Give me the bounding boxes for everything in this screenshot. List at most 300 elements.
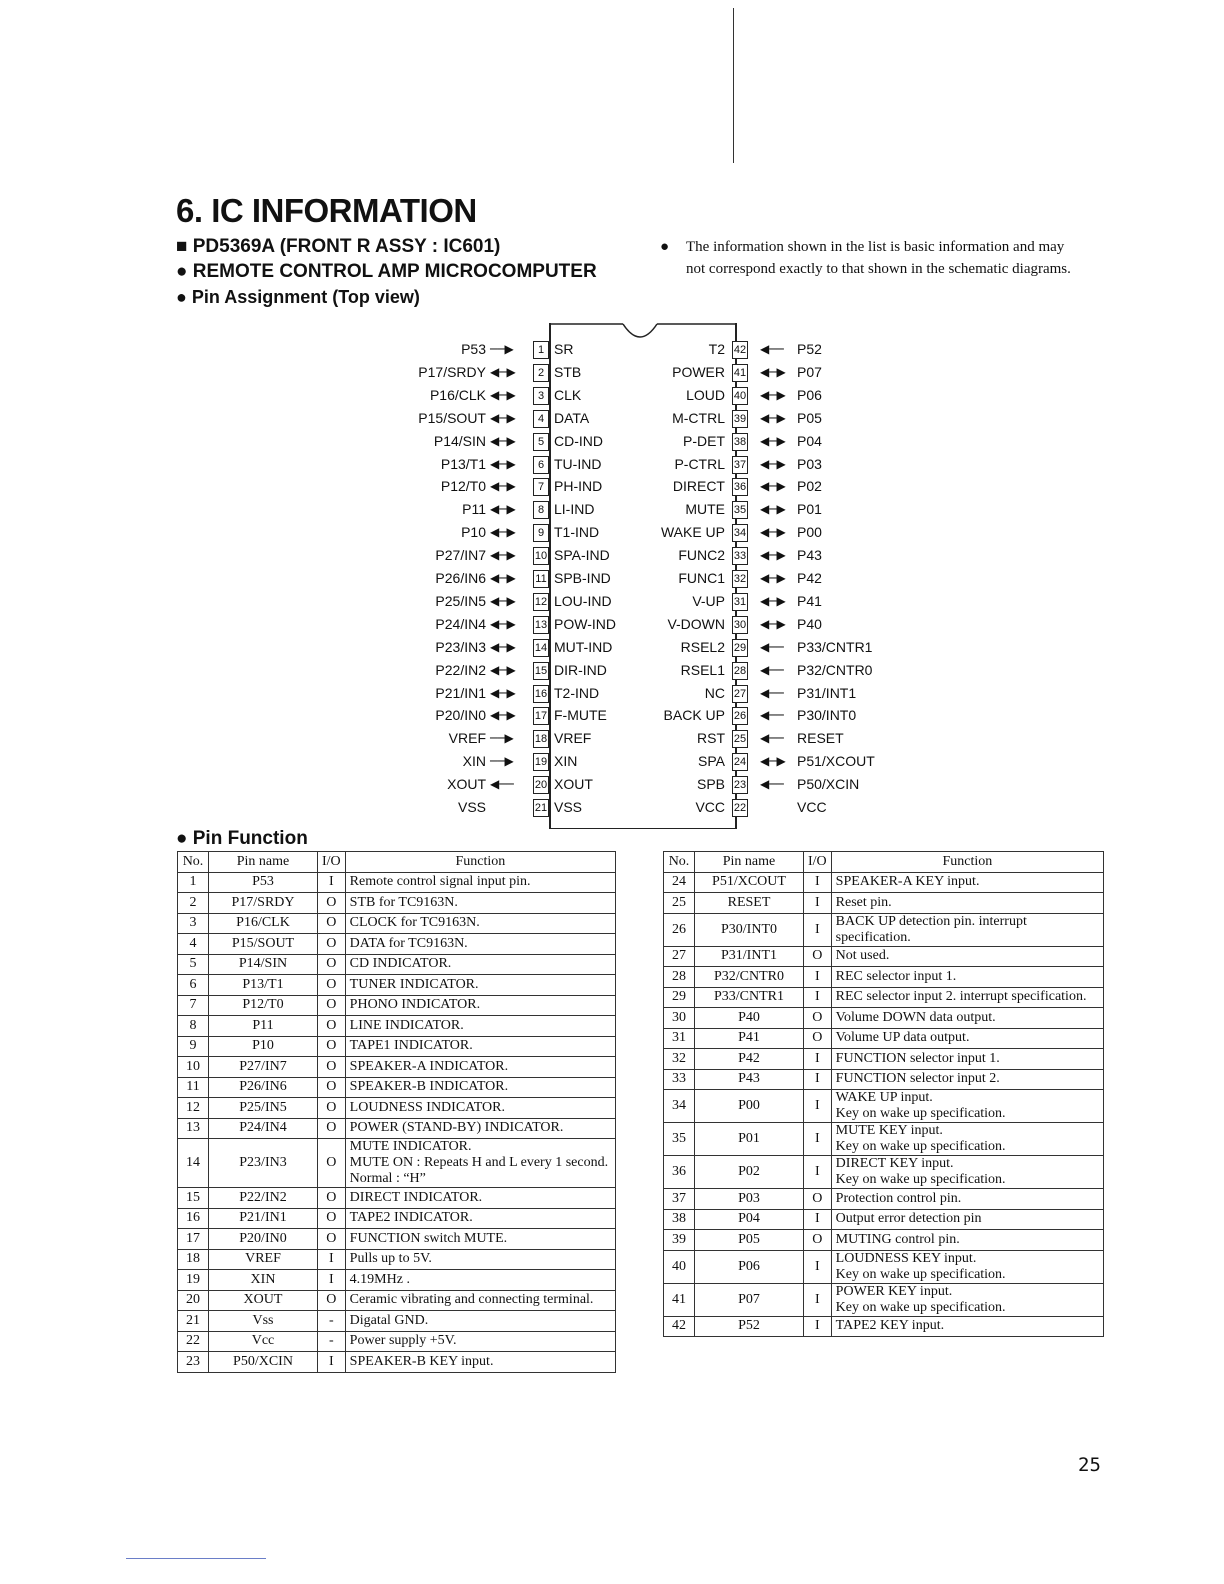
pin-internal-name: CD-IND <box>554 432 603 449</box>
cell-no: 27 <box>664 946 695 967</box>
col-io: I/O <box>318 852 346 873</box>
pin-number: 29 <box>732 639 748 657</box>
cell-function: POWER (STAND-BY) INDICATOR. <box>345 1118 615 1139</box>
cell-function: Ceramic vibrating and connecting terminal. <box>345 1290 615 1311</box>
cell-function: Digatal GND. <box>345 1311 615 1332</box>
cell-pin-name: VREF <box>209 1249 318 1270</box>
cell-pin-name: RESET <box>695 893 804 914</box>
cell-function: CLOCK for TC9163N. <box>345 913 615 934</box>
pin-direction-arrow-icon: ◀─▶ <box>760 456 786 471</box>
pin-direction-arrow-icon: ◀── <box>760 777 784 792</box>
cell-no: 14 <box>178 1139 209 1188</box>
table-row <box>178 1118 616 1139</box>
cell-no: 1 <box>178 872 209 893</box>
pin-number: 14 <box>533 639 549 657</box>
table-row <box>178 872 616 893</box>
pin-internal-name: LOUD <box>686 386 725 403</box>
pin-ext-label: P00 <box>797 524 822 541</box>
pin-number: 21 <box>533 799 549 817</box>
pin-number: 2 <box>533 364 549 382</box>
table-row <box>664 1209 1104 1230</box>
pin-internal-name: VREF <box>554 730 592 747</box>
cell-pin-name: P31/INT1 <box>695 946 804 967</box>
cell-pin-name: P02 <box>695 1156 804 1189</box>
col-no: No. <box>178 852 209 873</box>
cell-no: 13 <box>178 1118 209 1139</box>
cell-pin-name: P15/SOUT <box>209 934 318 955</box>
pin-number: 24 <box>732 753 748 771</box>
cell-io: O <box>318 1098 346 1119</box>
cell-pin-name: P05 <box>695 1230 804 1251</box>
pin-direction-arrow-icon: ◀─▶ <box>490 685 516 700</box>
cell-pin-name: P03 <box>695 1189 804 1210</box>
cell-no: 39 <box>664 1230 695 1251</box>
pin-ext-label: P31/INT1 <box>797 684 857 701</box>
pin-number: 22 <box>732 799 748 817</box>
pin-number: 23 <box>732 776 748 794</box>
cell-pin-name: P26/IN6 <box>209 1077 318 1098</box>
pin-number: 36 <box>732 478 748 496</box>
pin-internal-name: STB <box>554 363 582 380</box>
cell-function: TAPE2 KEY input. <box>831 1316 1103 1337</box>
cell-function: PHONO INDICATOR. <box>345 995 615 1016</box>
cell-io: O <box>318 1208 346 1229</box>
cell-io: I <box>318 1352 346 1373</box>
cell-function: Power supply +5V. <box>345 1331 615 1352</box>
cell-io: I <box>804 1069 832 1090</box>
cell-io: O <box>804 1189 832 1210</box>
cell-pin-name: P23/IN3 <box>209 1139 318 1188</box>
cell-function: Volume UP data output. <box>831 1028 1103 1049</box>
cell-pin-name: XOUT <box>209 1290 318 1311</box>
pin-number: 15 <box>533 662 549 680</box>
footer-rule <box>126 1558 266 1559</box>
pin-ext-label: P23/IN3 <box>435 638 486 655</box>
pin-number: 31 <box>732 593 748 611</box>
cell-io: O <box>318 954 346 975</box>
pin-internal-name: FUNC2 <box>678 547 725 564</box>
cell-no: 23 <box>178 1352 209 1373</box>
pin-number: 40 <box>732 387 748 405</box>
table-row <box>664 946 1104 967</box>
pin-number: 5 <box>533 433 549 451</box>
pin-ext-label: P06 <box>797 386 822 403</box>
cell-function: Volume DOWN data output. <box>831 1008 1103 1029</box>
pin-internal-name: WAKE UP <box>660 524 725 541</box>
cell-no: 26 <box>664 913 695 946</box>
pin-internal-name: SPA-IND <box>554 547 610 564</box>
table-row <box>178 995 616 1016</box>
table-row <box>664 1230 1104 1251</box>
pin-direction-arrow-icon: ◀─▶ <box>760 571 786 585</box>
pin-number: 13 <box>533 616 549 634</box>
pin-direction-arrow-icon: ◀── <box>760 731 784 746</box>
pin-direction-arrow-icon: ◀─▶ <box>490 639 516 654</box>
cell-io: I <box>804 893 832 914</box>
pin-direction-arrow-icon: ◀─▶ <box>760 616 786 631</box>
cell-io: O <box>318 1139 346 1188</box>
cell-function: DIRECT KEY input. Key on wake up specification. <box>831 1156 1103 1189</box>
cell-function: FUNCTION selector input 1. <box>831 1049 1103 1070</box>
table-row <box>664 1189 1104 1210</box>
pin-internal-name: TU-IND <box>554 455 602 472</box>
cell-no: 18 <box>178 1249 209 1270</box>
pin-direction-arrow-icon: ◀─▶ <box>490 548 516 563</box>
cell-function: MUTING control pin. <box>831 1230 1103 1251</box>
cell-function: FUNCTION selector input 2. <box>831 1069 1103 1090</box>
cell-io: I <box>804 987 832 1008</box>
cell-io: I <box>804 1316 832 1337</box>
pin-internal-name: MUTE <box>685 501 725 518</box>
pin-ext-label: P11 <box>462 501 486 518</box>
pin-internal-name: DIRECT <box>672 478 725 495</box>
cell-function: 4.19MHz . <box>345 1270 615 1291</box>
pin-ext-label: P24/IN4 <box>435 615 486 632</box>
pin-ext-label: P53 <box>461 341 486 357</box>
pin-direction-arrow-icon: ◀── <box>760 639 784 654</box>
cell-function: POWER KEY input. Key on wake up specification. <box>831 1283 1103 1316</box>
pin-number: 7 <box>533 478 549 496</box>
top-margin-line <box>733 8 734 163</box>
ic-description: ● REMOTE CONTROL AMP MICROCOMPUTER <box>176 261 597 282</box>
cell-pin-name: P33/CNTR1 <box>695 987 804 1008</box>
cell-pin-name: Vss <box>209 1311 318 1332</box>
cell-io: - <box>318 1311 346 1332</box>
pin-ext-label: XIN <box>462 753 486 770</box>
pin-direction-arrow-icon: ◀─▶ <box>760 548 786 563</box>
col-io: I/O <box>804 852 832 873</box>
pin-ext-label: P51/XCOUT <box>797 753 875 770</box>
cell-function: LINE INDICATOR. <box>345 1016 615 1037</box>
pin-ext-label: P02 <box>797 478 822 495</box>
cell-pin-name: P04 <box>695 1209 804 1230</box>
pin-ext-label: P10 <box>461 524 486 541</box>
pin-number: 35 <box>732 501 748 519</box>
table-row <box>664 1069 1104 1090</box>
cell-io: O <box>318 995 346 1016</box>
pin-direction-arrow-icon: ◀─▶ <box>760 479 786 494</box>
cell-no: 7 <box>178 995 209 1016</box>
cell-io: O <box>318 1077 346 1098</box>
pin-ext-label: P27/IN7 <box>435 547 486 564</box>
cell-no: 21 <box>178 1311 209 1332</box>
cell-io: O <box>318 1057 346 1078</box>
cell-io: I <box>318 872 346 893</box>
pin-ext-label: P22/IN2 <box>435 661 486 678</box>
pin-ext-label: P12/T0 <box>440 478 486 495</box>
col-function: Function <box>345 852 615 873</box>
cell-function: Output error detection pin <box>831 1209 1103 1230</box>
pin-internal-name: CLK <box>554 386 582 403</box>
cell-pin-name: P01 <box>695 1123 804 1156</box>
pin-number: 27 <box>732 685 748 703</box>
pin-ext-label: P15/SOUT <box>418 409 486 426</box>
table-row <box>664 1156 1104 1189</box>
pin-direction-arrow-icon: ◀── <box>490 777 514 792</box>
cell-pin-name: P12/T0 <box>209 995 318 1016</box>
section-title: 6. IC INFORMATION <box>176 192 477 229</box>
pin-internal-name: LI-IND <box>554 501 595 518</box>
cell-io: O <box>318 1290 346 1311</box>
pin-internal-name: P-DET <box>683 432 725 449</box>
cell-io: O <box>318 913 346 934</box>
cell-pin-name: P00 <box>695 1090 804 1123</box>
cell-pin-name: P53 <box>209 872 318 893</box>
pin-internal-name: V-UP <box>692 592 725 609</box>
cell-function: DIRECT INDICATOR. <box>345 1188 615 1209</box>
table-row <box>664 1049 1104 1070</box>
pin-internal-name: F-MUTE <box>554 707 607 724</box>
cell-no: 10 <box>178 1057 209 1078</box>
pin-ext-label: P30/INT0 <box>797 707 857 724</box>
cell-no: 40 <box>664 1250 695 1283</box>
pin-ext-label: P42 <box>797 570 822 586</box>
pin-direction-arrow-icon: ◀─▶ <box>760 502 786 517</box>
pin-internal-name: T2-IND <box>554 684 600 701</box>
cell-io: I <box>804 913 832 946</box>
cell-no: 20 <box>178 1290 209 1311</box>
pin-number: 38 <box>732 433 748 451</box>
pin-ext-label: VREF <box>448 730 486 747</box>
cell-io: I <box>804 1209 832 1230</box>
pin-internal-name: V-DOWN <box>667 615 725 632</box>
cell-function: CD INDICATOR. <box>345 954 615 975</box>
cell-pin-name: P41 <box>695 1028 804 1049</box>
cell-function: WAKE UP input. Key on wake up specification. <box>831 1090 1103 1123</box>
table-row <box>178 1077 616 1098</box>
cell-pin-name: P25/IN5 <box>209 1098 318 1119</box>
pin-direction-arrow-icon: ──▶ <box>490 731 514 746</box>
cell-no: 17 <box>178 1229 209 1250</box>
pin-ext-label: P20/IN0 <box>435 707 486 724</box>
cell-function: Reset pin. <box>831 893 1103 914</box>
pin-internal-name: XOUT <box>554 776 593 793</box>
pin-number: 11 <box>533 570 549 588</box>
pin-number: 9 <box>533 524 549 542</box>
cell-no: 9 <box>178 1036 209 1057</box>
pin-internal-name: NC <box>704 684 725 701</box>
cell-function: DATA for TC9163N. <box>345 934 615 955</box>
pin-number: 37 <box>732 456 748 474</box>
table-row <box>178 1139 616 1188</box>
pin-direction-arrow-icon: ──▶ <box>490 754 514 769</box>
cell-pin-name: Vcc <box>209 1331 318 1352</box>
table-row <box>664 872 1104 893</box>
pin-number: 12 <box>533 593 549 611</box>
pin-number: 42 <box>732 341 748 359</box>
cell-io: O <box>804 946 832 967</box>
table-row <box>178 1098 616 1119</box>
cell-function: Protection control pin. <box>831 1189 1103 1210</box>
table-row <box>664 1316 1104 1337</box>
table-row <box>178 1352 616 1373</box>
cell-pin-name: P27/IN7 <box>209 1057 318 1078</box>
pin-number: 17 <box>533 707 549 725</box>
pin-ext-label: P01 <box>797 501 822 518</box>
cell-io: O <box>318 1036 346 1057</box>
pin-number: 19 <box>533 753 549 771</box>
cell-no: 19 <box>178 1270 209 1291</box>
cell-function: BACK UP detection pin. interrupt specification. <box>831 913 1103 946</box>
table-row <box>664 1008 1104 1029</box>
pin-ext-label: RESET <box>797 730 844 747</box>
cell-io: I <box>804 1049 832 1070</box>
col-pin-name: Pin name <box>209 852 318 873</box>
pin-ext-label: XOUT <box>447 776 486 793</box>
pin-number: 18 <box>533 730 549 748</box>
cell-no: 25 <box>664 893 695 914</box>
pin-number: 26 <box>732 707 748 725</box>
cell-function: STB for TC9163N. <box>345 893 615 914</box>
cell-no: 16 <box>178 1208 209 1229</box>
cell-function: MUTE INDICATOR. MUTE ON : Repeats H and L every 1 second. Normal : “H” <box>345 1139 615 1188</box>
table-row <box>664 1283 1104 1316</box>
pin-internal-name: RSEL1 <box>680 661 725 678</box>
pin-internal-name: VCC <box>695 799 725 815</box>
cell-function: MUTE KEY input. Key on wake up specification. <box>831 1123 1103 1156</box>
pin-internal-name: SPB <box>696 776 725 793</box>
pin-internal-name: SPA <box>698 753 725 770</box>
ic-subtitle: ■ PD5369A (FRONT R ASSY : IC601) <box>176 236 501 257</box>
pin-ext-label: P50/XCIN <box>797 776 860 793</box>
cell-pin-name: P17/SRDY <box>209 893 318 914</box>
pin-ext-label: P13/T1 <box>440 455 486 472</box>
pin-ext-label: P04 <box>797 432 822 449</box>
table-row <box>178 913 616 934</box>
cell-no: 4 <box>178 934 209 955</box>
cell-no: 15 <box>178 1188 209 1209</box>
cell-pin-name: P22/IN2 <box>209 1188 318 1209</box>
pin-direction-arrow-icon: ──▶ <box>490 342 514 356</box>
pin-function-heading: ● Pin Function <box>176 828 308 849</box>
pin-ext-label: P41 <box>797 592 822 609</box>
pin-internal-name: RSEL2 <box>680 638 725 655</box>
table-row <box>664 913 1104 946</box>
cell-io: I <box>804 872 832 893</box>
note-bullet: ● <box>660 239 670 255</box>
cell-io: I <box>318 1270 346 1291</box>
pin-direction-arrow-icon: ◀─▶ <box>490 410 516 425</box>
pin-internal-name: P-CTRL <box>674 455 725 472</box>
cell-no: 3 <box>178 913 209 934</box>
table-row <box>178 1036 616 1057</box>
pin-function-table-left <box>177 851 616 1373</box>
pin-internal-name: DATA <box>554 409 590 426</box>
cell-pin-name: P13/T1 <box>209 975 318 996</box>
table-row <box>664 1028 1104 1049</box>
pin-direction-arrow-icon: ◀─▶ <box>760 410 786 425</box>
cell-no: 34 <box>664 1090 695 1123</box>
pin-ext-label: P17/SRDY <box>418 363 486 380</box>
pin-internal-name: POWER <box>672 363 725 380</box>
pin-number: 4 <box>533 410 549 428</box>
cell-function: FUNCTION switch MUTE. <box>345 1229 615 1250</box>
pin-number: 16 <box>533 685 549 703</box>
pin-ext-label: P16/CLK <box>429 386 486 403</box>
cell-io: O <box>318 893 346 914</box>
pin-internal-name: MUT-IND <box>554 638 613 655</box>
cell-function: Pulls up to 5V. <box>345 1249 615 1270</box>
cell-function: LOUDNESS INDICATOR. <box>345 1098 615 1119</box>
pin-assignment-heading: ● Pin Assignment (Top view) <box>176 287 420 307</box>
pin-internal-name: RST <box>697 730 725 747</box>
table-row <box>178 975 616 996</box>
cell-pin-name: P30/INT0 <box>695 913 804 946</box>
pin-ext-label: P40 <box>797 615 822 632</box>
col-function: Function <box>831 852 1103 873</box>
cell-pin-name: P20/IN0 <box>209 1229 318 1250</box>
pin-internal-name: T2 <box>708 341 725 357</box>
cell-no: 38 <box>664 1209 695 1230</box>
cell-pin-name: P40 <box>695 1008 804 1029</box>
cell-io: I <box>804 1156 832 1189</box>
pin-direction-arrow-icon: ◀─▶ <box>490 616 516 631</box>
pin-number: 39 <box>732 410 748 428</box>
pin-direction-arrow-icon: ◀─▶ <box>490 571 516 585</box>
table-row <box>664 893 1104 914</box>
pin-internal-name: BACK UP <box>663 707 725 724</box>
pin-direction-arrow-icon: ◀─▶ <box>490 387 516 402</box>
table-row <box>178 1331 616 1352</box>
pin-internal-name: M-CTRL <box>672 409 725 426</box>
pin-ext-label: VCC <box>797 799 827 815</box>
pin-number: 32 <box>732 570 748 588</box>
cell-pin-name: P10 <box>209 1036 318 1057</box>
pin-direction-arrow-icon: ◀─▶ <box>760 525 786 540</box>
cell-function: REC selector input 1. <box>831 967 1103 988</box>
pin-ext-label: P05 <box>797 409 822 426</box>
cell-no: 24 <box>664 872 695 893</box>
cell-io: O <box>804 1008 832 1029</box>
pin-number: 41 <box>732 364 748 382</box>
pin-direction-arrow-icon: ◀─▶ <box>490 456 516 471</box>
pin-direction-arrow-icon: ◀─▶ <box>490 433 516 448</box>
cell-io: - <box>318 1331 346 1352</box>
pin-number: 30 <box>732 616 748 634</box>
cell-io: O <box>804 1230 832 1251</box>
pin-internal-name: VSS <box>554 799 583 815</box>
table-row <box>178 1188 616 1209</box>
cell-function: SPEAKER-A KEY input. <box>831 872 1103 893</box>
cell-io: I <box>804 1090 832 1123</box>
cell-function: LOUDNESS KEY input. Key on wake up specification. <box>831 1250 1103 1283</box>
cell-no: 37 <box>664 1189 695 1210</box>
cell-io: O <box>318 975 346 996</box>
pin-direction-arrow-icon: ◀─▶ <box>760 433 786 448</box>
cell-io: O <box>318 1118 346 1139</box>
chip-notch <box>549 316 735 342</box>
table-row <box>178 1208 616 1229</box>
pin-internal-name: T1-IND <box>554 524 600 541</box>
cell-pin-name: P50/XCIN <box>209 1352 318 1373</box>
pin-number: 25 <box>732 730 748 748</box>
pin-ext-label: P32/CNTR0 <box>797 661 873 678</box>
cell-pin-name: P43 <box>695 1069 804 1090</box>
pin-direction-arrow-icon: ◀─▶ <box>490 708 516 723</box>
pin-internal-name: DIR-IND <box>554 661 607 678</box>
table-row <box>664 1123 1104 1156</box>
cell-io: I <box>804 1123 832 1156</box>
pin-number: 1 <box>533 341 549 359</box>
pin-ext-label: P07 <box>797 363 822 380</box>
table-row <box>178 893 616 914</box>
cell-no: 2 <box>178 893 209 914</box>
pin-number: 28 <box>732 662 748 680</box>
cell-function: Not used. <box>831 946 1103 967</box>
table-row <box>178 1290 616 1311</box>
col-pin-name: Pin name <box>695 852 804 873</box>
cell-no: 5 <box>178 954 209 975</box>
